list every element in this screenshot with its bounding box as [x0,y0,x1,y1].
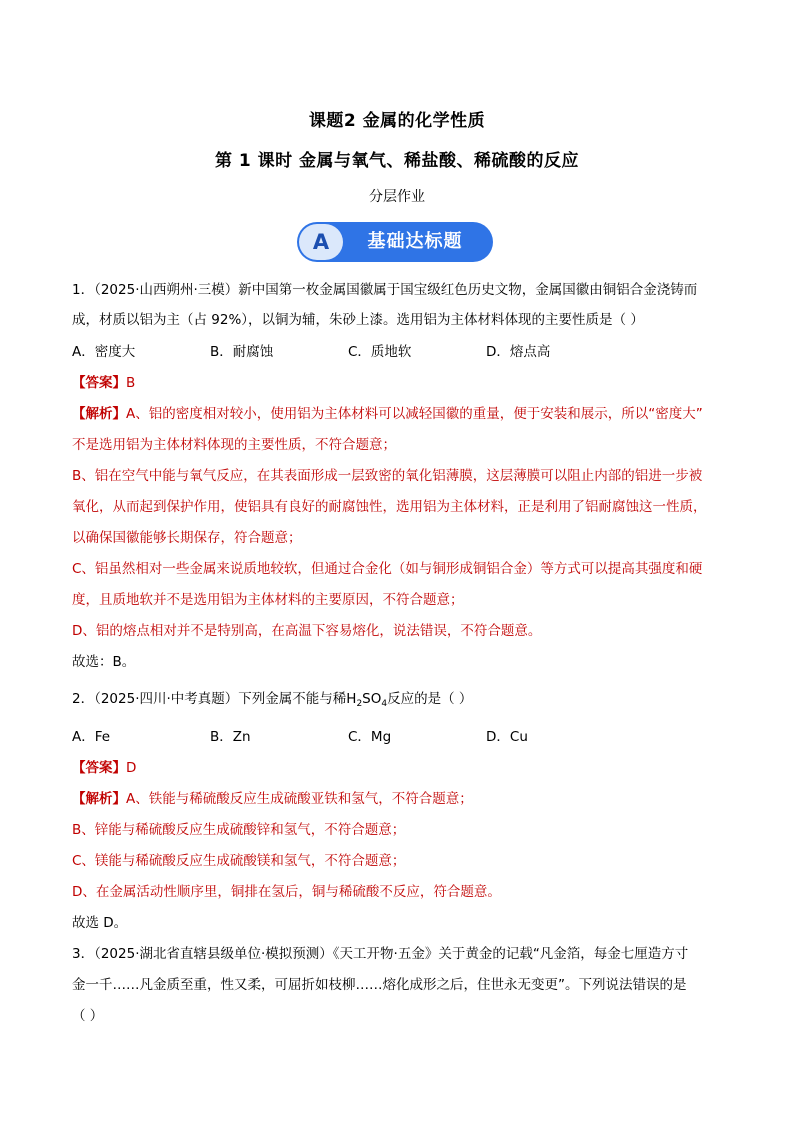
lesson-title: 课题2 金属的化学性质 [308,111,486,131]
q1-analysis-text: A、铝的密度相对较小，使用铝为主体材料可以减轻国徽的重量，便于安装和展示，所以“密度大” [126,406,703,422]
q2-answer: D [126,760,137,776]
q2-option-b: B．Zn [210,729,251,745]
q2-answer-line [72,757,732,779]
q1-analysis-line-6: C、铝虽然相对一些金属来说质地较软，但通过合金化（如与铜形成铜铝合金）等方式可以提高其强度和硬 [72,561,703,577]
q1-stem-line-2: 成，材质以铝为主（占 92%），以铜为辅，朱砂上漆。选用铝为主体材料体现的主要性质是（ ） [72,312,644,328]
q1-option-c: C．质地软 [348,344,412,360]
q3-stem-line-2: 金一千……凡金质至重，性又柔，可屈折如枝柳……熔化成形之后，住世永无变更”。下列说法错误的是 [72,977,687,993]
q1-analysis-line-7: 度，且质地软并不是选用铝为主体材料的主要原因，不符合题意； [72,592,464,608]
q2-option-d: D．Cu [486,729,528,745]
lesson-subtitle: 第 1 课时 金属与氧气、稀盐酸、稀硫酸的反应 [214,151,580,171]
answer-tag: 【答案】 [72,760,126,776]
q2-stem-prefix: 2．（2025·四川·中考真题）下列金属不能与稀 [72,691,347,707]
q1-option-a: A．密度大 [72,344,136,360]
q1-conclusion: 故选：B。 [72,654,136,670]
q1-analysis-line-5: 以确保国徽能够长期保存，符合题意； [72,530,302,546]
level-banner [297,222,493,262]
q2-analysis-line-1 [72,788,732,810]
analysis-tag: 【解析】 [72,791,126,807]
q2-analysis-line-2: B、锌能与稀硫酸反应生成硫酸锌和氢气，不符合题意； [72,822,406,838]
q2-analysis-line-3: C、镁能与稀硫酸反应生成硫酸镁和氢气，不符合题意； [72,853,406,869]
q2-conclusion: 故选 D。 [72,915,128,931]
q2-stem [72,688,732,715]
q2-analysis-text: A、铁能与稀硫酸反应生成硫酸亚铁和氢气，不符合题意； [126,791,473,807]
q1-option-b: B．耐腐蚀 [210,344,274,360]
q1-analysis-line-3: B、铝在空气中能与氧气反应，在其表面形成一层致密的氧化铝薄膜，这层薄膜可以阻止内部的铝进一步被 [72,468,703,484]
q1-answer: B [126,375,136,391]
q2-formula: $H_2SO_4$ [346,691,388,709]
q1-analysis-line-4: 氧化，从而起到保护作用，使铝具有良好的耐腐蚀性，选用铝为主体材料，正是利用了铝耐腐蚀这一性质， [72,499,707,515]
q1-analysis-line-8: D、铝的熔点相对并不是特别高，在高温下容易熔化，说法错误，不符合题意。 [72,623,542,639]
answer-tag: 【答案】 [72,375,126,391]
q1-answer-line [72,372,732,394]
q3-stem-line-3: （ ） [72,1008,104,1024]
q3-stem-line-1: 3．（2025·湖北省直辖县级单位·模拟预测）《天工开物·五金》关于黄金的记载“凡金箔，每金七厘造方寸 [72,946,689,962]
banner-title: 基础达标题 [367,231,463,252]
banner-letter: A [299,224,343,260]
q2-option-a: A．Fe [72,729,111,745]
section-label: 分层作业 [369,189,425,205]
q1-analysis-line-1 [72,403,732,425]
q1-stem-line-1: 1．（2025·山西朔州·三模）新中国第一枚金属国徽属于国宝级红色历史文物，金属国徽由铜铝合金浇铸而 [72,282,698,298]
q2-analysis-line-4: D、在金属活动性顺序里，铜排在氢后，铜与稀硫酸不反应，符合题意。 [72,884,501,900]
q1-option-d: D．熔点高 [486,344,551,360]
q2-option-c: C．Mg [348,729,392,745]
q1-analysis-line-2: 不是选用铝为主体材料体现的主要性质，不符合题意； [72,437,396,453]
analysis-tag: 【解析】 [72,406,126,422]
q2-stem-suffix: 反应的是（ ） [387,691,473,707]
